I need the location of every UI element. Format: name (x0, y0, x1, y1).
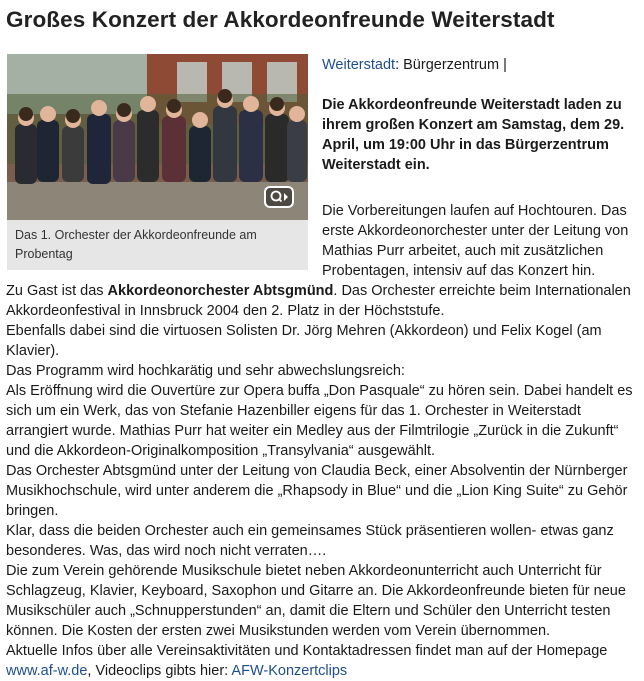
guest-paragraph (6, 281, 638, 321)
article-figure (7, 54, 308, 270)
orchestra-photo[interactable] (7, 54, 308, 220)
guest-prefix: Zu Gast ist das (6, 283, 108, 299)
location-link[interactable]: Weiterstadt (322, 57, 396, 73)
program-intro: Das Programm wird hochkarätig und sehr abwechslungsreich: (6, 363, 405, 379)
intro-paragraph: Die Akkordeonfreunde Weiterstadt laden zu ihrem großen Konzert am Samstag, dem 29. April, um 19:00 Uhr in das Bürgerzentrum Weiterstadt ein. (322, 97, 625, 173)
zoom-button[interactable] (264, 186, 294, 208)
homepage-link[interactable]: www.af-w.de (6, 663, 88, 679)
figure-caption: Das 1. Orchester der Akkordeonfreunde am Probentag (15, 228, 257, 261)
soloists-paragraph: Ebenfalls dabei sind die virtuosen Solisten Dr. Jörg Mehren (Akkordeon) und Felix Kogel (am Klavier). (6, 323, 602, 359)
zoom-arrow-icon (266, 188, 292, 206)
photo-illustration (7, 54, 308, 220)
school-paragraph: Die zum Verein gehörende Musikschule bietet neben Akkordeonunterricht auch Unterricht für Schlagzeug, Klavier, Keyboard, Saxophon und Gitarre an. Die Akkordeonfreunde bieten für neue Musikschüler auch „Schnupperstunden“ an, damit die Eltern und Schüler den Unterricht testen können. Die Kosten der ersten zwei Musikstunden werden vom Verein übernommen. (6, 563, 626, 639)
program-paragraph: Als Eröffnung wird die Ouvertüre zur Opera buffa „Don Pasquale“ zu hören sein. Dabei handelt es sich um ein Werk, das von Stefanie Hazenbiller eigens für das 1. Orchester in Weiterstadt arrangiert wurde. Mathias Purr hat weiter ein Medley aus der Filmtrilogie „Zurück in die Zukunft“ und die Akkordeon-Originalkomposition „Transylvania“ ausgewählt. (6, 383, 633, 459)
page-title: Großes Konzert der Akkordeonfreunde Weiterstadt (6, 7, 555, 32)
clips-text: , Videoclips gibts hier: (87, 663, 232, 679)
guest-rest: . Das Orchester erreichte beim Internationalen Akkordeonfestival in Innsbruck 2004 den 2. Platz in der Höchststufe. (6, 283, 631, 319)
location-text: : Bürgerzentrum | (395, 57, 507, 73)
info-paragraph (6, 641, 638, 681)
info-text: Aktuelle Infos über alle Vereinsaktivitäten und Kontaktadressen findet man auf der Homepage (6, 643, 608, 659)
guest-orchestra: Akkordeonorchester Abtsgmünd (107, 283, 334, 299)
together-paragraph: Klar, dass die beiden Orchester auch ein gemeinsames Stück präsentieren wollen- etwas ganz besonderes. Was, das wird noch nicht verraten…. (6, 523, 614, 559)
abtsgmuend-paragraph: Das Orchester Abtsgmünd unter der Leitung von Claudia Beck, einer Absolventin der Nürnberger Musikhochschule, wird unter anderem die „Rhapsody in Blue“ und die „Lion King Suite“ zu Gehör bringen. (6, 463, 628, 519)
clips-link[interactable]: AFW-Konzertclips (231, 663, 348, 679)
prep-paragraph: Die Vorbereitungen laufen auf Hochtouren. Das erste Akkordeonorchester unter der Leitung von Mathias Purr arbeitet, auch mit zusätzlichen Probentagen, intensiv auf das Konzert hin. (322, 203, 629, 279)
